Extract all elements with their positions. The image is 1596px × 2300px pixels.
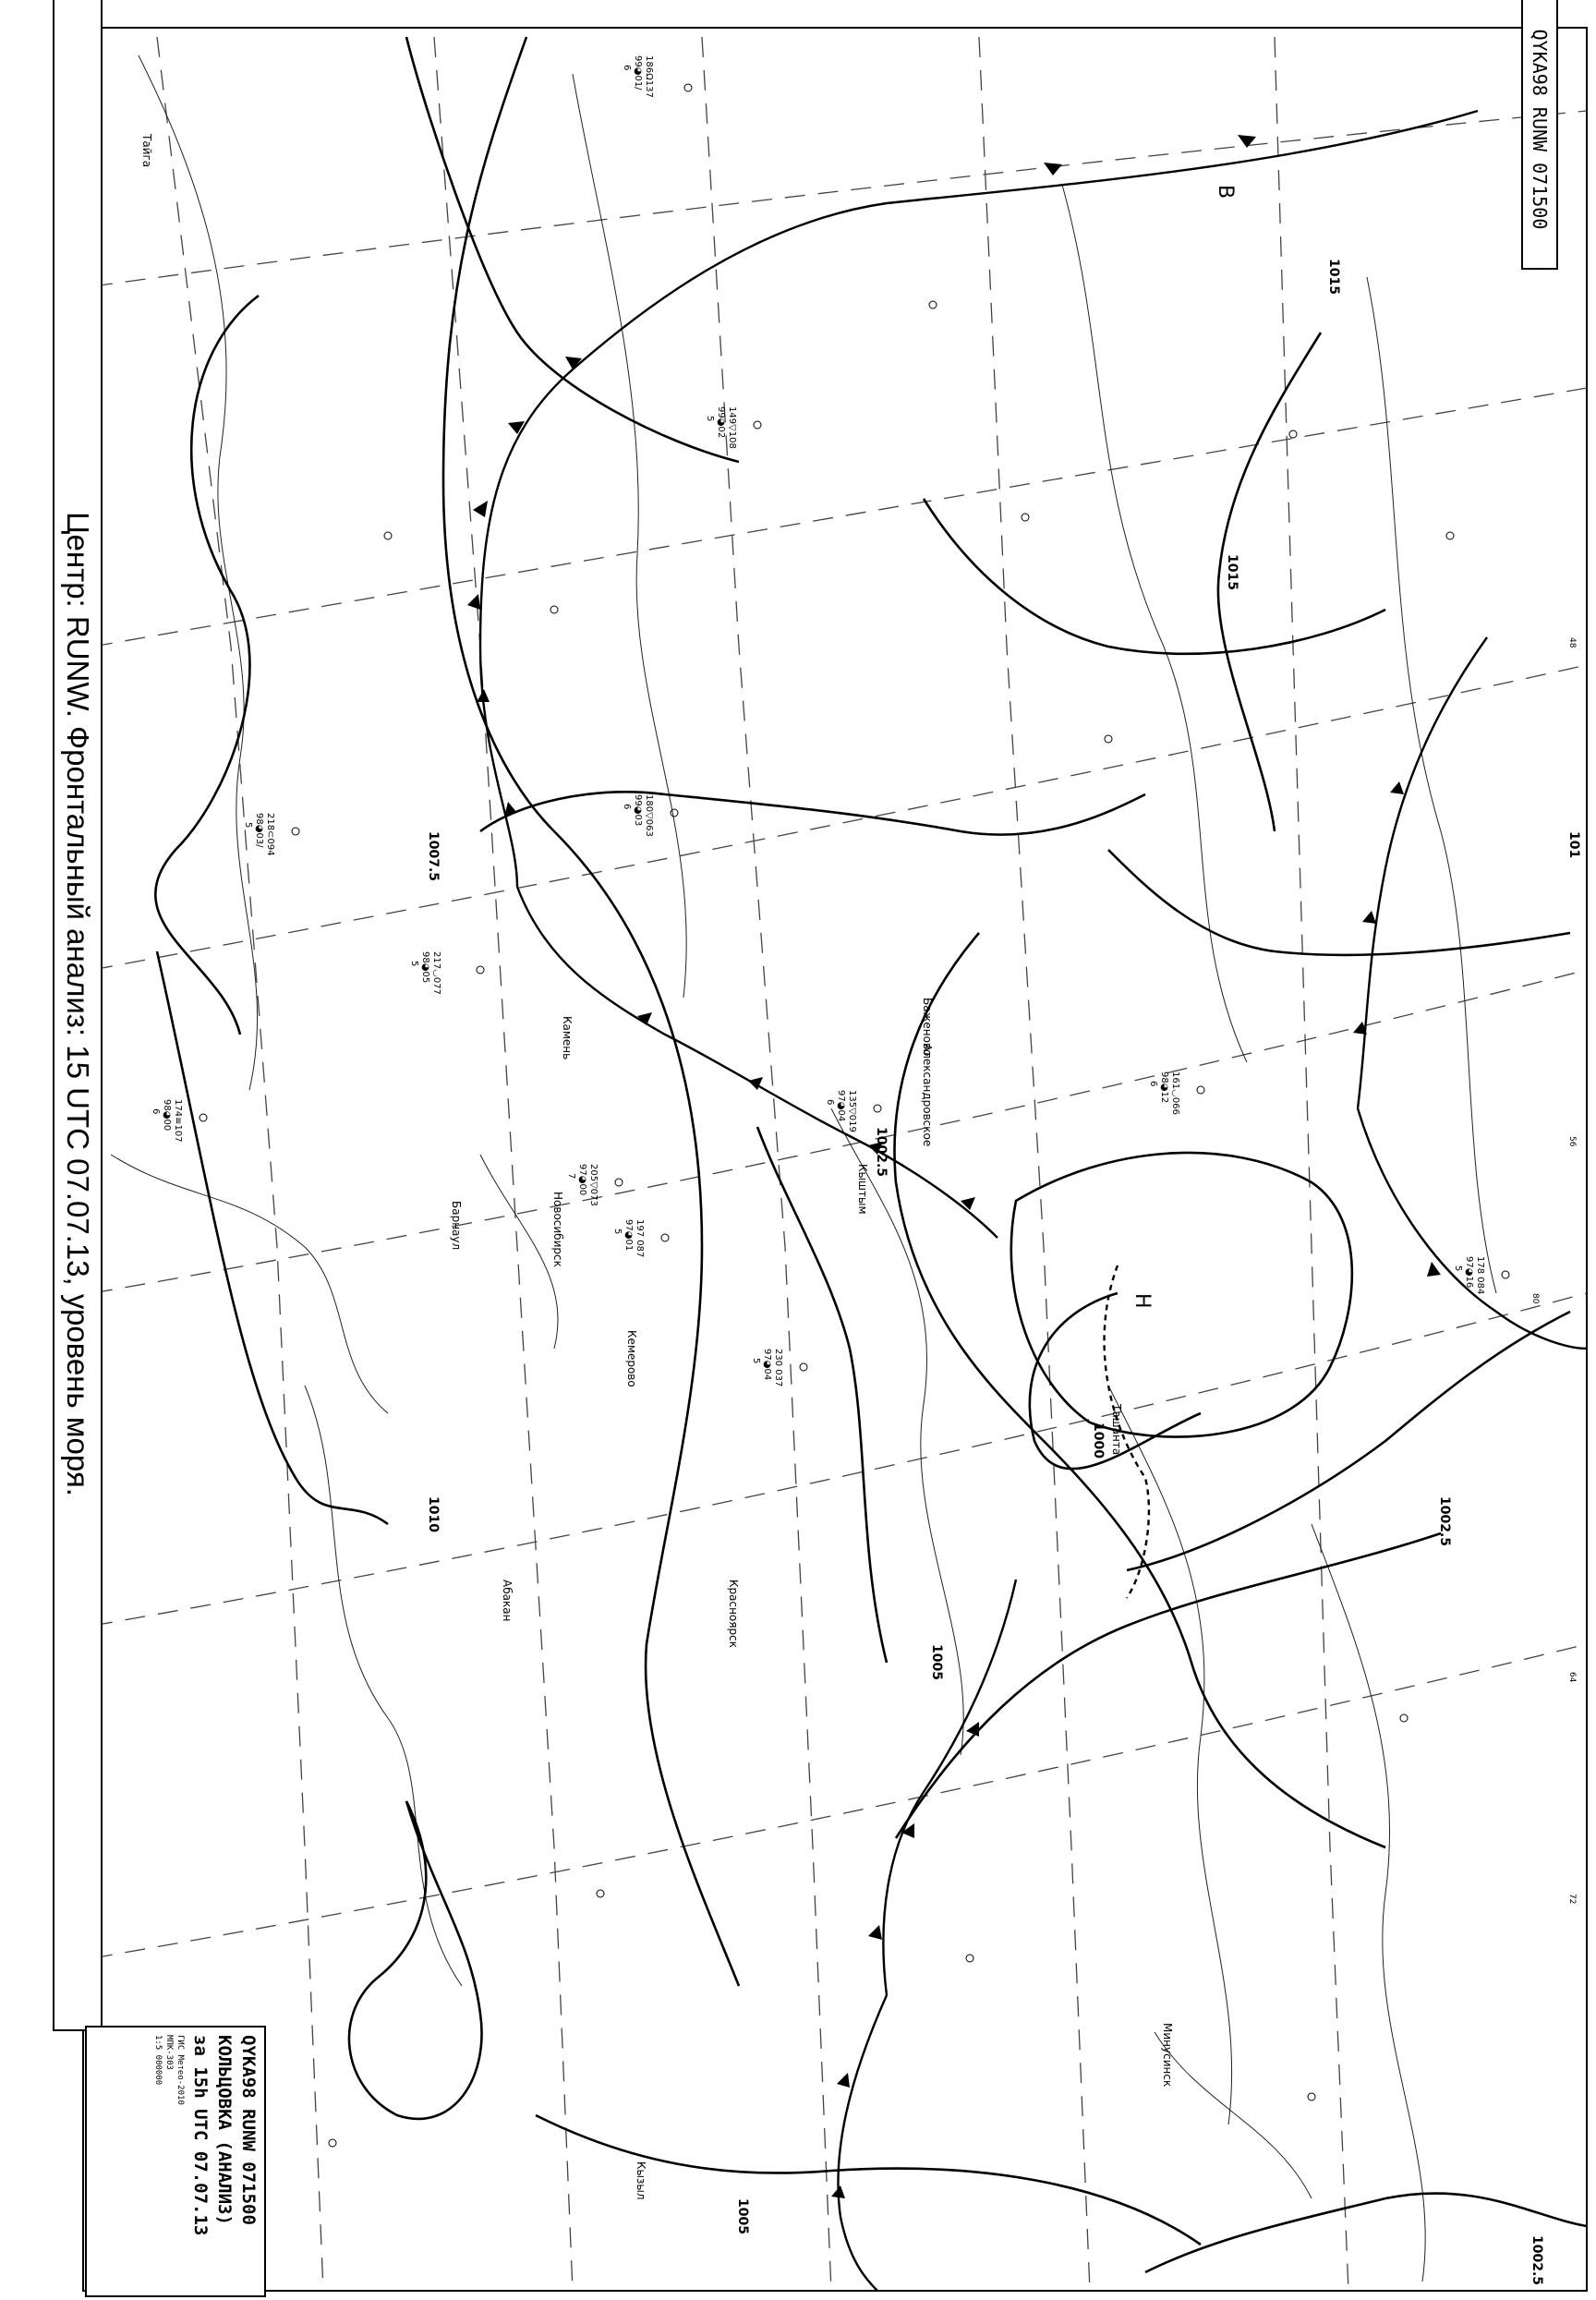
- isobar-label: 1002.5: [874, 1127, 889, 1178]
- place-name: Красноярск: [727, 1580, 740, 1648]
- station-plot: [409, 951, 441, 995]
- svg-text:174≡107: 174≡107: [173, 1099, 183, 1143]
- station-plot: [1453, 1256, 1485, 1294]
- place-name: Барнаул: [450, 1201, 463, 1251]
- svg-text:99◕03: 99◕03: [633, 794, 643, 827]
- svg-text:6: 6: [825, 1099, 835, 1106]
- fronts: [480, 111, 1587, 2291]
- place-name: Ташанта: [1110, 1404, 1123, 1456]
- isobar-label: 1007.5: [426, 831, 441, 882]
- svg-text:80: 80: [1530, 1293, 1540, 1304]
- rivers-borders: [111, 55, 1496, 2282]
- svg-text:98◕03/: 98◕03/: [254, 813, 264, 848]
- station-plots: [151, 55, 1485, 1386]
- svg-text:97◕01: 97◕01: [623, 1219, 634, 1252]
- svg-text:6: 6: [151, 1108, 161, 1115]
- station-plot: [151, 1099, 183, 1143]
- svg-text:186Ω137: 186Ω137: [644, 55, 654, 98]
- station-plot: [566, 1164, 598, 1206]
- isobar-label: 1015: [1326, 259, 1341, 295]
- station-plot: [622, 55, 654, 98]
- svg-text:5: 5: [705, 416, 715, 422]
- stamp-projection: МПК-303: [164, 2035, 174, 2070]
- svg-text:149▽108: 149▽108: [727, 406, 737, 449]
- svg-text:98◕00: 98◕00: [162, 1099, 172, 1132]
- svg-text:7: 7: [566, 1173, 576, 1180]
- place-name: Кемерово: [625, 1330, 638, 1387]
- legend-stamp: [85, 2026, 266, 2297]
- svg-text:99◕02: 99◕02: [716, 406, 726, 439]
- station-plot: [1148, 1071, 1180, 1115]
- isobar-label: 1005: [929, 1644, 944, 1680]
- station-plot: [622, 794, 654, 837]
- svg-text:97◕16: 97◕16: [1464, 1256, 1474, 1289]
- place-name: Абакан: [501, 1580, 514, 1622]
- svg-text:135▽019: 135▽019: [847, 1090, 857, 1132]
- station-plot: [751, 1349, 783, 1386]
- svg-text:97◕04: 97◕04: [762, 1349, 772, 1381]
- high-pressure-center: В: [1214, 185, 1237, 200]
- coordinate-grid: [92, 37, 1587, 2291]
- svg-text:98◕05: 98◕05: [420, 951, 430, 984]
- svg-text:98◕12: 98◕12: [1159, 1071, 1169, 1104]
- svg-text:217◡077: 217◡077: [431, 951, 441, 995]
- svg-text:230 037: 230 037: [773, 1349, 783, 1387]
- isobar-label: 1010: [426, 1496, 441, 1532]
- map-frame: [83, 28, 1587, 2291]
- isobar-label: 101: [1566, 831, 1581, 859]
- isobar-label: 1005: [735, 2198, 750, 2234]
- station-plot: [243, 813, 275, 856]
- svg-text:97◕04: 97◕04: [836, 1090, 846, 1122]
- svg-text:5: 5: [409, 961, 419, 967]
- svg-text:5: 5: [243, 822, 253, 829]
- isobar-label: 1015: [1225, 554, 1239, 590]
- svg-text:218⊂094: 218⊂094: [265, 813, 275, 856]
- stamp-time: за 15h UTC 07.07.13: [190, 2035, 211, 2236]
- svg-text:5: 5: [751, 1358, 761, 1364]
- station-plot: [612, 1219, 645, 1257]
- isobars: [155, 37, 1587, 2272]
- svg-text:197 087: 197 087: [635, 1219, 645, 1258]
- stamp-name: КОЛЬЦОВКА (АНАЛИЗ): [214, 2035, 235, 2225]
- chart-code: QYKA98 RUNW 071500: [1521, 0, 1558, 270]
- svg-text:180▽063: 180▽063: [644, 794, 654, 837]
- svg-text:6: 6: [1148, 1081, 1158, 1087]
- svg-text:5: 5: [1453, 1265, 1463, 1272]
- svg-text:64: 64: [1567, 1672, 1577, 1683]
- svg-text:205▽073: 205▽073: [588, 1164, 598, 1206]
- place-name: Баженово: [921, 998, 934, 1057]
- svg-text:48: 48: [1567, 637, 1577, 648]
- isobar-label: 1000: [1091, 1422, 1106, 1459]
- svg-text:72: 72: [1567, 1894, 1577, 1905]
- station-plot: [705, 406, 737, 449]
- svg-text:178 084: 178 084: [1475, 1256, 1485, 1295]
- stamp-software: ГИС Метео-2010: [175, 2035, 185, 2105]
- place-name: Александровское: [921, 1044, 934, 1147]
- place-name: Новосибирск: [551, 1192, 564, 1267]
- low-pressure-center: Н: [1130, 1293, 1154, 1309]
- grid-labels: [1530, 637, 1577, 1904]
- stamp-scale: 1:5 000000: [153, 2035, 163, 2086]
- svg-text:6: 6: [622, 65, 632, 71]
- map-title: Центр: RUNW. Фронтальный анализ: 15 UTC 07.07.13, уровень моря.: [53, 0, 103, 2031]
- isobar-label: 1002.5: [1530, 2235, 1544, 2286]
- place-name: Тайга: [140, 134, 153, 168]
- svg-text:5: 5: [612, 1229, 623, 1235]
- svg-text:56: 56: [1567, 1136, 1577, 1147]
- svg-text:161◡066: 161◡066: [1170, 1071, 1180, 1115]
- place-name: Кыштым: [856, 1164, 869, 1215]
- stamp-code: QYKA98 RUNW 071500: [238, 2035, 259, 2225]
- place-name: Кызыл: [635, 2161, 647, 2200]
- place-names: [140, 133, 1174, 2200]
- place-name: Минусинск: [1161, 2023, 1174, 2088]
- svg-text:97◕00: 97◕00: [577, 1164, 587, 1196]
- svg-text:6: 6: [622, 804, 632, 810]
- isobar-labels: [426, 259, 1581, 2285]
- place-name: Камень: [561, 1016, 574, 1060]
- isobar-label: 1002.5: [1437, 1496, 1452, 1547]
- front-markers: [467, 135, 1441, 2198]
- svg-text:99◕01/: 99◕01/: [633, 55, 643, 91]
